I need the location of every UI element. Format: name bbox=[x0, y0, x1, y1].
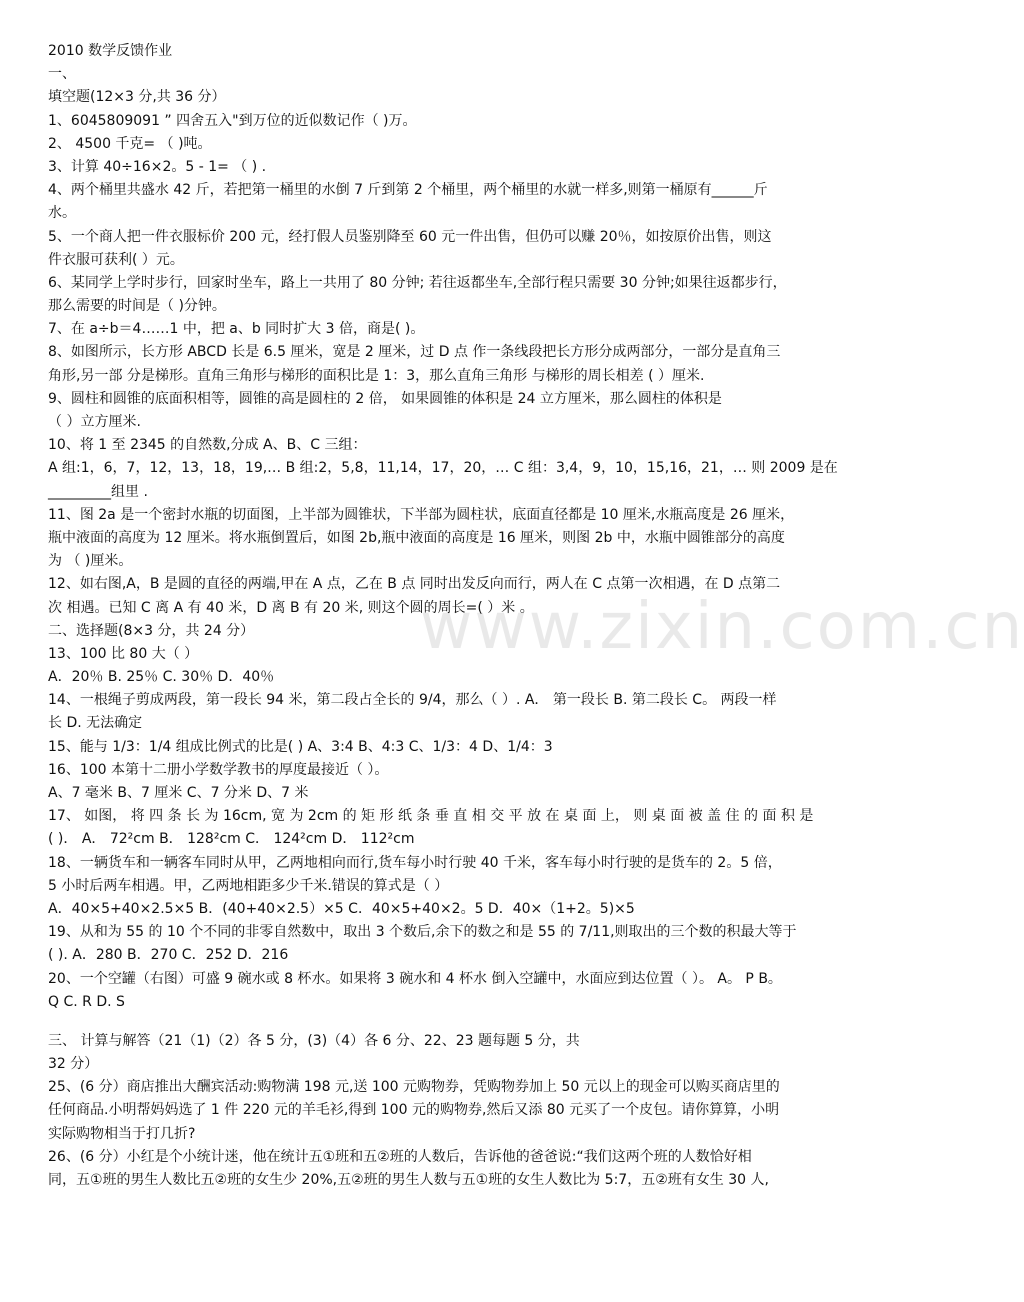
text-line: 4、两个桶里共盛水 42 斤，若把第一桶里的水倒 7 斤到第 2 个桶里，两个桶里的水就一样多,则第一桶原有______斤 bbox=[48, 182, 768, 199]
text-line: A 组:1，6，7，12，13，18，19,… B 组:2，5,8，11,14，17，20，… C 组：3,4，9，10，15,16，21，… 则 2009 是在 bbox=[48, 460, 838, 477]
text-line: ( )． A． 72²cm B． 128²cm C． 124²cm D． 112²cm bbox=[48, 831, 415, 848]
text-line: 角形,另一部 分是梯形。直角三角形与梯形的面积比是 1：3，那么直角三角形 与梯形的周长相差 ( ）厘米. bbox=[48, 367, 705, 384]
text-line: 6、某同学上学时步行，回家时坐车，路上一共用了 80 分钟; 若往返都坐车,全部行程只需要 30 分钟;如果往返都步行， bbox=[48, 274, 787, 291]
text-line: 二、选择题(8×3 分，共 24 分） bbox=[48, 622, 255, 639]
text-line: 32 分） bbox=[48, 1056, 99, 1073]
text-line: 7、在 a÷b＝4……1 中，把 a、b 同时扩大 3 倍，商是( )。 bbox=[48, 321, 425, 338]
text-line: 为 （ )厘米。 bbox=[48, 553, 133, 570]
text-line: A．20％ B. 25％ C. 30％ D．40％ bbox=[48, 669, 275, 686]
text-line: 8、如图所示，长方形 ABCD 长是 6.5 厘米，宽是 2 厘米，过 D 点 作一条线段把长方形分成两部分，一部分是直角三 bbox=[48, 344, 781, 361]
text-line: 9、圆柱和圆锥的底面积相等，圆锥的高是圆柱的 2 倍， 如果圆锥的体积是 24 立方厘米，那么圆柱的体积是 bbox=[48, 390, 722, 407]
text-line: 18、一辆货车和一辆客车同时从甲，乙两地相向而行,货车每小时行驶 40 千米，客车每小时行驶的是货车的 2。5 倍， bbox=[48, 854, 782, 871]
text-line: 19、从和为 55 的 10 个不同的非零自然数中，取出 3 个数后,余下的数之和是 55 的 7/11,则取出的三个数的积最大等于 bbox=[48, 924, 797, 941]
text-line: 10、将 1 至 2345 的自然数,分成 A、B、C 三组： bbox=[48, 437, 367, 454]
text-line: 11、图 2a 是一个密封水瓶的切面图，上半部为圆锥状，下半部为圆柱状，底面直径都是 10 厘米,水瓶高度是 26 厘米， bbox=[48, 506, 795, 523]
section-spacer bbox=[48, 1014, 884, 1030]
text-line: 2、 4500 千克= （ )吨。 bbox=[48, 135, 212, 152]
text-line: 26、(6 分）小红是个小统计迷，他在统计五①班和五②班的人数后，告诉他的爸爸说:“我们这两个班的人数恰好相 bbox=[48, 1148, 752, 1165]
watermark: www.zixin.com.cn bbox=[420, 590, 1024, 664]
text-line: 25、(6 分）商店推出大酬宾活动:购物满 198 元,送 100 元购物券，凭购物券加上 50 元以上的现金可以购买商店里的 bbox=[48, 1079, 780, 1096]
text-line: 12、如右图,A，B 是圆的直径的两端,甲在 A 点，乙在 B 点 同时出发反向而行，两人在 C 点第一次相遇，在 D 点第二 bbox=[48, 576, 781, 593]
text-line: 任何商品.小明帮妈妈选了 1 件 220 元的羊毛衫,得到 100 元的购物券,然后又添 80 元买了一个皮包。请你算算，小明 bbox=[48, 1102, 780, 1119]
document-page bbox=[48, 40, 884, 1192]
text-line: （ ）立方厘米. bbox=[48, 414, 141, 430]
text-line: Q C. R D. S bbox=[48, 993, 125, 1010]
text-line: 15、能与 1/3：1/4 组成比例式的比是( ) A、3:4 B、4:3 C、1/3：4 D、1/4：3 bbox=[48, 738, 553, 755]
text-line: 一、 bbox=[48, 66, 76, 83]
text-line: 5、一个商人把一件衣服标价 200 元，经打假人员鉴别降至 60 元一件出售，但仍可以赚 20％，如按原价出售，则这 bbox=[48, 228, 772, 245]
text-line: 水。 bbox=[48, 205, 76, 222]
text-line: ( ). A．280 B．270 C．252 D．216 bbox=[48, 947, 289, 964]
text-line: 同，五①班的男生人数比五②班的女生少 20%,五②班的男生人数与五①班的女生人数比为 5:7，五②班有女生 30 人, bbox=[48, 1172, 769, 1188]
text-line: 件衣服可获利( ）元。 bbox=[48, 251, 184, 268]
text-line: 实际购物相当于打几折? bbox=[48, 1125, 196, 1142]
text-line: 17、 如图， 将 四 条 长 为 16cm, 宽 为 2cm 的 矩 形 纸 条 垂 直 相 交 平 放 在 桌 面 上， 则 桌 面 被 盖 住 的 面 积 是 bbox=[48, 808, 814, 825]
text-line: 三、 计算与解答（21（1)（2）各 5 分，(3)（4）各 6 分、22、23 题每题 5 分，共 bbox=[48, 1032, 580, 1049]
text-line: 3、计算 40÷16×2。5 - 1= （ ) . bbox=[48, 158, 267, 175]
text-line: A．40×5+40×2.5×5 B．(40+40×2.5）×5 C．40×5+40×2。5 D．40×（1+2。5)×5 bbox=[48, 900, 635, 917]
text-line: 填空题(12×3 分,共 36 分） bbox=[48, 89, 226, 106]
text-line: 2010 数学反馈作业 bbox=[48, 43, 173, 59]
text-line: 20、一个空罐（右图）可盛 9 碗水或 8 杯水。如果将 3 碗水和 4 杯水 倒入空罐中，水面应到达位置（ ）。 A。 P B。 bbox=[48, 970, 782, 987]
text-line: 长 D. 无法确定 bbox=[48, 715, 143, 732]
text-line: 1、6045809091 ” 四舍五入"到万位的近似数记作（ )万。 bbox=[48, 112, 417, 129]
text-block-2 bbox=[48, 1030, 884, 1192]
text-line: 13、100 比 80 大（ ） bbox=[48, 645, 199, 662]
text-line: 5 小时后两车相遇。甲，乙两地相距多少千米.错误的算式是（ ） bbox=[48, 877, 449, 894]
text-line: 那么需要的时间是（ )分钟。 bbox=[48, 298, 226, 315]
text-line: 16、100 本第十二册小学数学教书的厚度最接近（ ）。 bbox=[48, 761, 389, 778]
text-line: _________组里 . bbox=[48, 483, 148, 500]
text-line: A、7 毫米 B、7 厘米 C、7 分米 D、7 米 bbox=[48, 785, 309, 801]
text-line: 瓶中液面的高度为 12 厘米。将水瓶倒置后，如图 2b,瓶中液面的高度是 16 厘米，则图 2b 中，水瓶中圆锥部分的高度 bbox=[48, 529, 785, 546]
text-line: 14、一根绳子剪成两段，第一段长 94 米，第二段占全长的 9/4，那么（ ）. A． 第一段长 B. 第二段长 C。 两段一样 bbox=[48, 692, 777, 709]
text-line: 次 相遇。已知 C 离 A 有 40 米，D 离 B 有 20 米, 则这个圆的周长=( ）米 。 bbox=[48, 599, 534, 616]
text-block-1 bbox=[48, 40, 884, 1014]
